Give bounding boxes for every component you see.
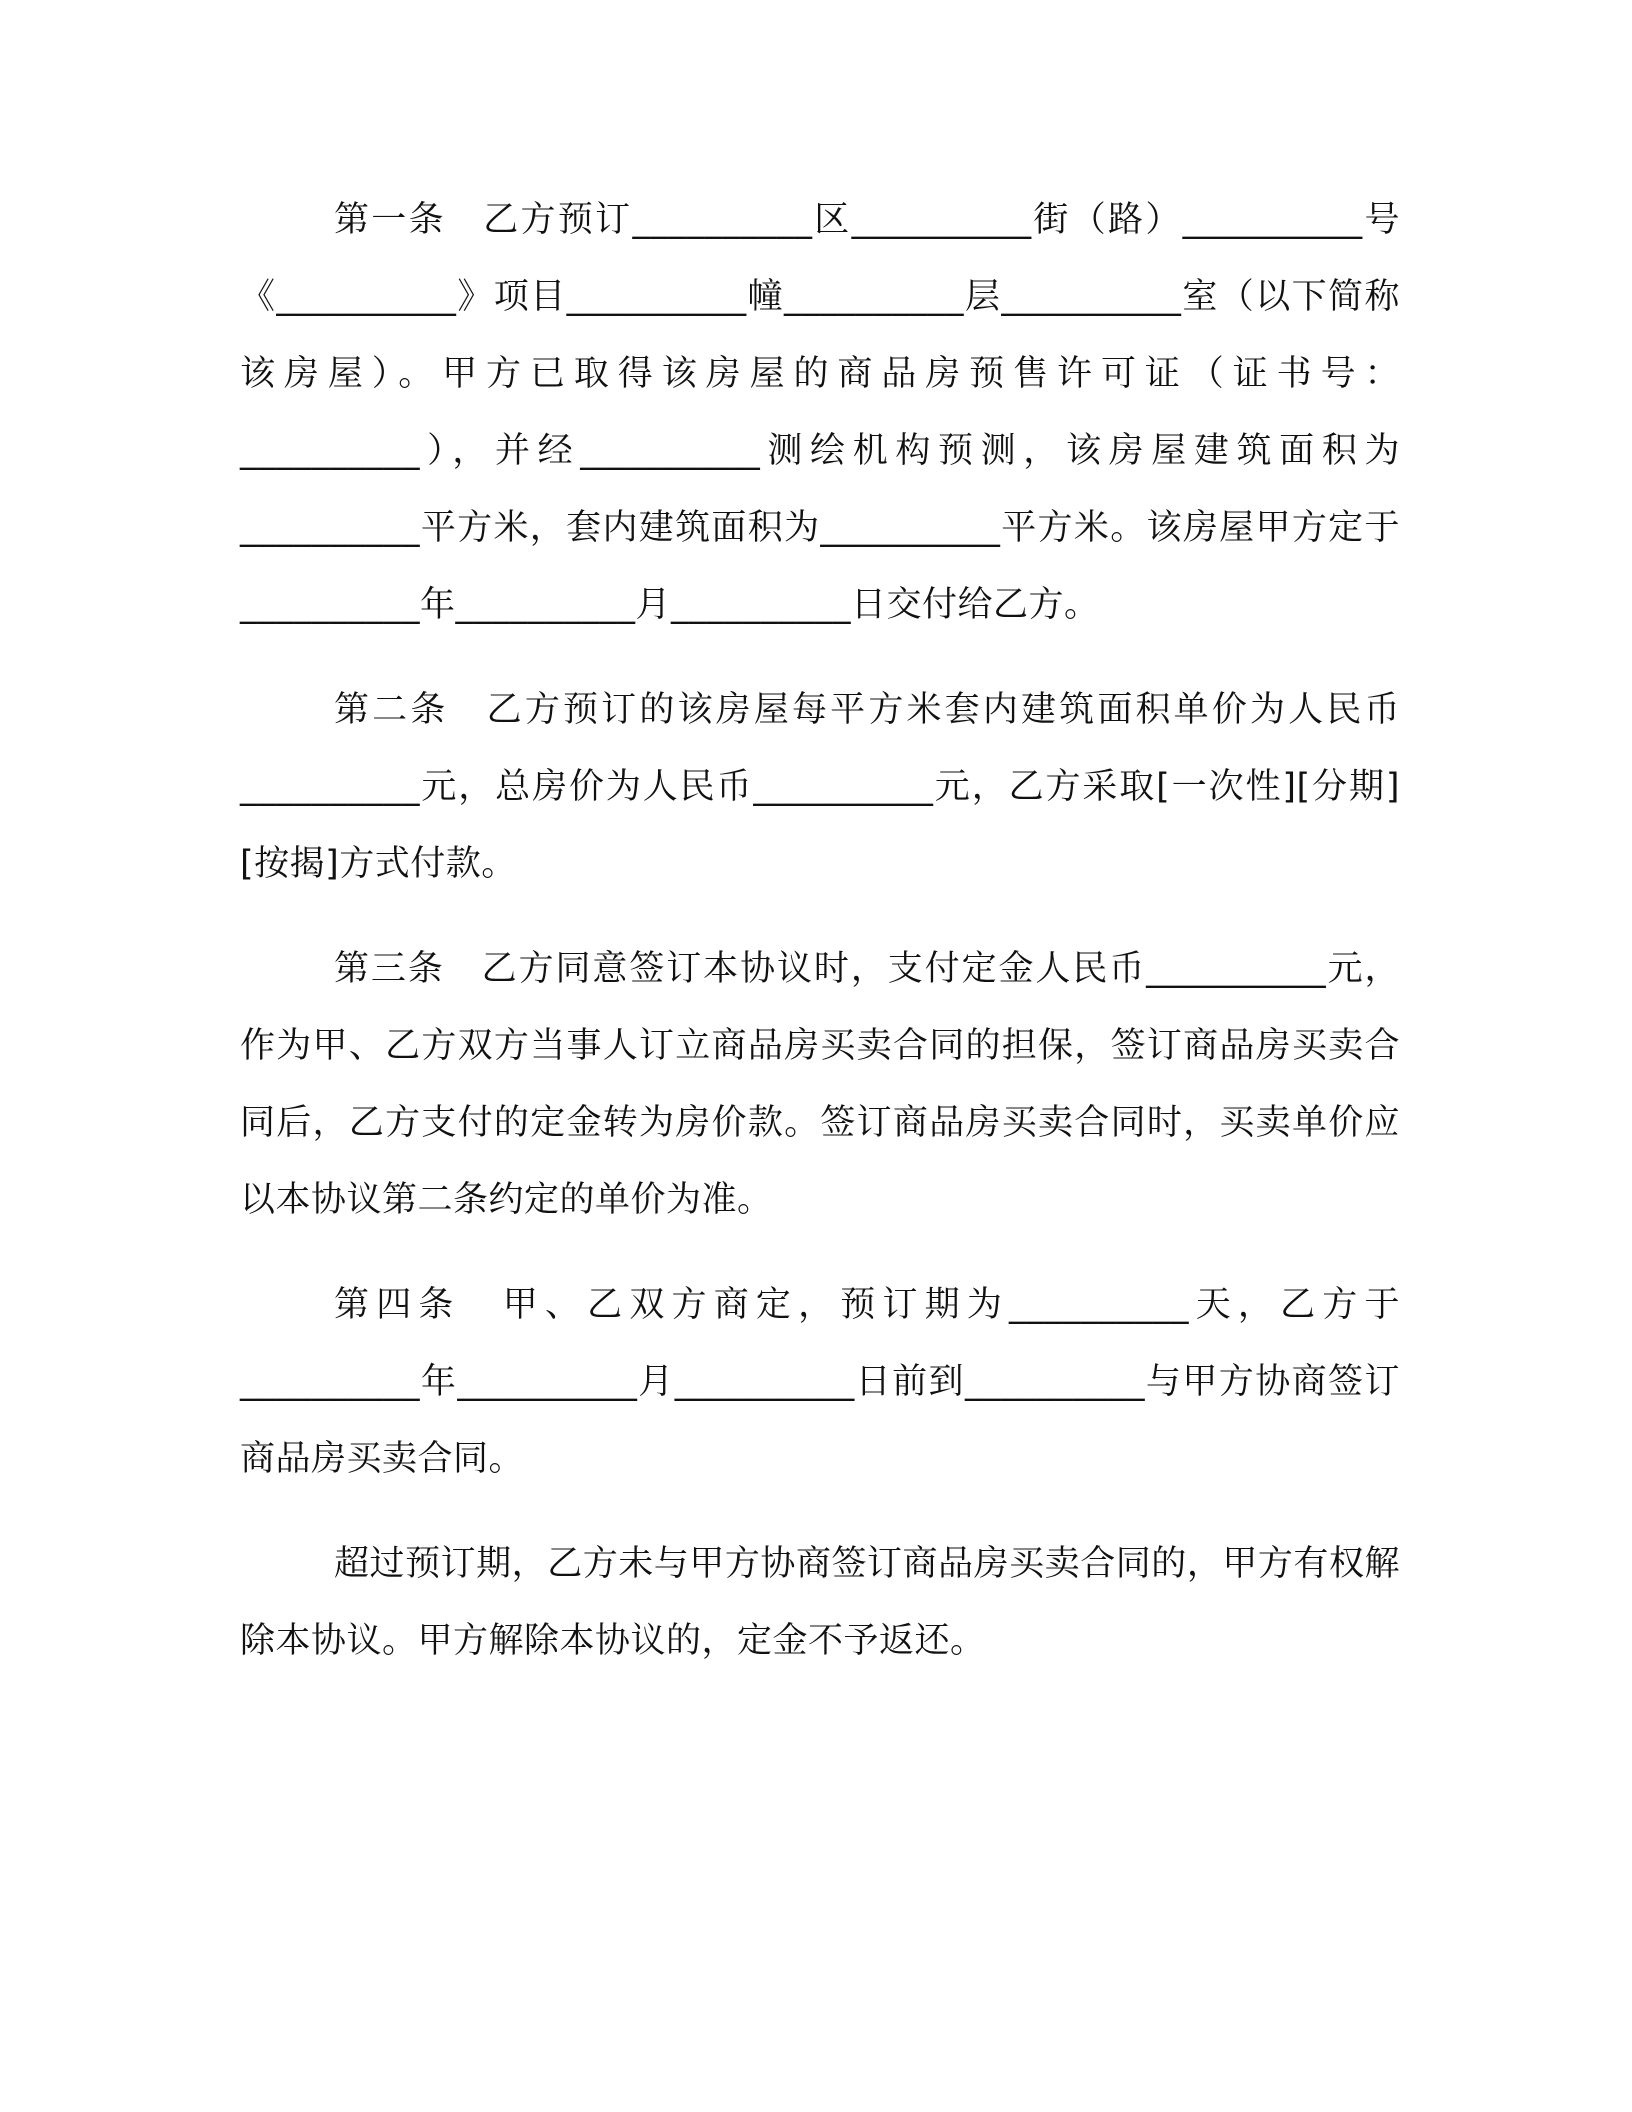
article-2-paragraph: 第二条 乙方预订的该房屋每平方米套内建筑面积单价为人民币__________元，总房价为人民币__________元，乙方采取[一次性][分期][按揭]方式付款。 [240, 690, 1400, 884]
article-1-paragraph: 第一条 乙方预订__________区__________街（路）__________号《__________》项目__________幢__________层__________室（以下简称该房屋）。甲方已取得该房屋的商品房预售许可证（证书号：__________），并经__________测绘机构预测，该房屋建筑面积为__________平方米，套内建筑面积为__________平方米。该房屋甲方定于__________年__________月__________日交付给乙方。 [240, 200, 1400, 625]
article-3-paragraph: 第三条 乙方同意签订本协议时，支付定金人民币__________元，作为甲、乙方双方当事人订立商品房买卖合同的担保，签订商品房买卖合同后，乙方支付的定金转为房价款。签订商品房买卖合同时，买卖单价应以本协议第二条约定的单价为准。 [240, 949, 1400, 1220]
expiry-clause-paragraph: 超过预订期，乙方未与甲方协商签订商品房买卖合同的，甲方有权解除本协议。甲方解除本协议的，定金不予返还。 [240, 1544, 1400, 1661]
article-4-paragraph: 第四条 甲、乙双方商定，预订期为__________天，乙方于__________年__________月__________日前到__________与甲方协商签订商品房买卖合同。 [240, 1285, 1400, 1479]
document-body [240, 182, 1400, 1680]
